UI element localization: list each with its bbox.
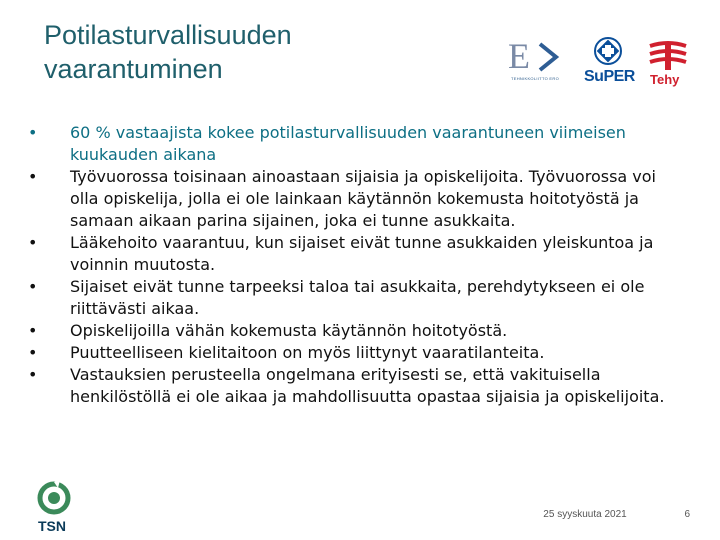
slide-title: [44, 18, 464, 86]
tsn-logo: [34, 478, 78, 534]
bullet-item: [28, 320, 688, 342]
bullet-item: [28, 122, 688, 166]
tsn-logo-text: TSN: [38, 518, 66, 534]
bullet-text: Puutteelliseen kielitaitoon on myös liittynyt vaaratilanteita.: [70, 343, 545, 362]
bullet-item: [28, 342, 688, 364]
tsn-emblem-icon: [34, 478, 78, 518]
bullet-marker: •: [28, 343, 38, 362]
bullet-marker: •: [28, 123, 38, 142]
super-logo-text: SuPER: [584, 68, 635, 85]
bullet-item: [28, 166, 688, 232]
partner-logos: [494, 36, 694, 92]
page-number: 6: [684, 509, 690, 520]
bullet-text: Lääkehoito vaarantuu, kun sijaiset eivät tunne asukkaiden yleiskuntoa ja voinnin muutosta.: [70, 233, 654, 274]
super-logo: [582, 36, 634, 88]
tehy-logo-text: Tehy: [650, 72, 680, 87]
e-arrow-logo-mark: [494, 36, 576, 76]
e-arrow-logo: [494, 36, 576, 86]
bullet-marker: •: [28, 365, 38, 384]
bullet-item: [28, 232, 688, 276]
bullet-text: 60 % vastaajista kokee potilasturvallisuuden vaarantuneen viimeisen kuukauden aikana: [70, 123, 626, 164]
footer-date: 25 syyskuuta 2021: [543, 509, 627, 520]
bullet-marker: •: [28, 167, 38, 186]
title-line-1: Potilasturvallisuuden: [44, 20, 292, 50]
bullet-marker: •: [28, 233, 38, 252]
tehy-logo: [644, 38, 692, 88]
bullet-list: [28, 122, 688, 408]
tehy-emblem-icon: [644, 38, 692, 72]
bullet-text: Vastauksien perusteella ongelmana erityisesti se, että vakituisella henkilöstöllä ei ole aikaa ja mahdollisuutta opastaa sijaisia ja opiskelijoita.: [70, 365, 665, 406]
bullet-item: [28, 364, 688, 408]
bullet-marker: •: [28, 321, 38, 340]
bullet-text: Työvuorossa toisinaan ainoastaan sijaisia ja opiskelijoita. Työvuorossa voi olla opiskelija, jolla ei ole lainkaan käytännön kokemusta hoitotyöstä ja samaan aikaan parina sijainen, joka ei tunne asukkaita.: [70, 167, 656, 230]
bullet-text: Opiskelijoilla vähän kokemusta käytännön hoitotyöstä.: [70, 321, 508, 340]
bullet-marker: •: [28, 277, 38, 296]
bullet-text: Sijaiset eivät tunne tarpeeksi taloa tai asukkaita, perehdytykseen ei ole riittävästi aikaa.: [70, 277, 645, 318]
e-arrow-logo-text: TEHNIKKOLIITTO ERO: [511, 76, 559, 81]
bullet-item: [28, 276, 688, 320]
svg-text:E: E: [508, 36, 530, 76]
super-emblem-icon: [582, 36, 634, 68]
title-line-2: vaarantuminen: [44, 54, 223, 84]
